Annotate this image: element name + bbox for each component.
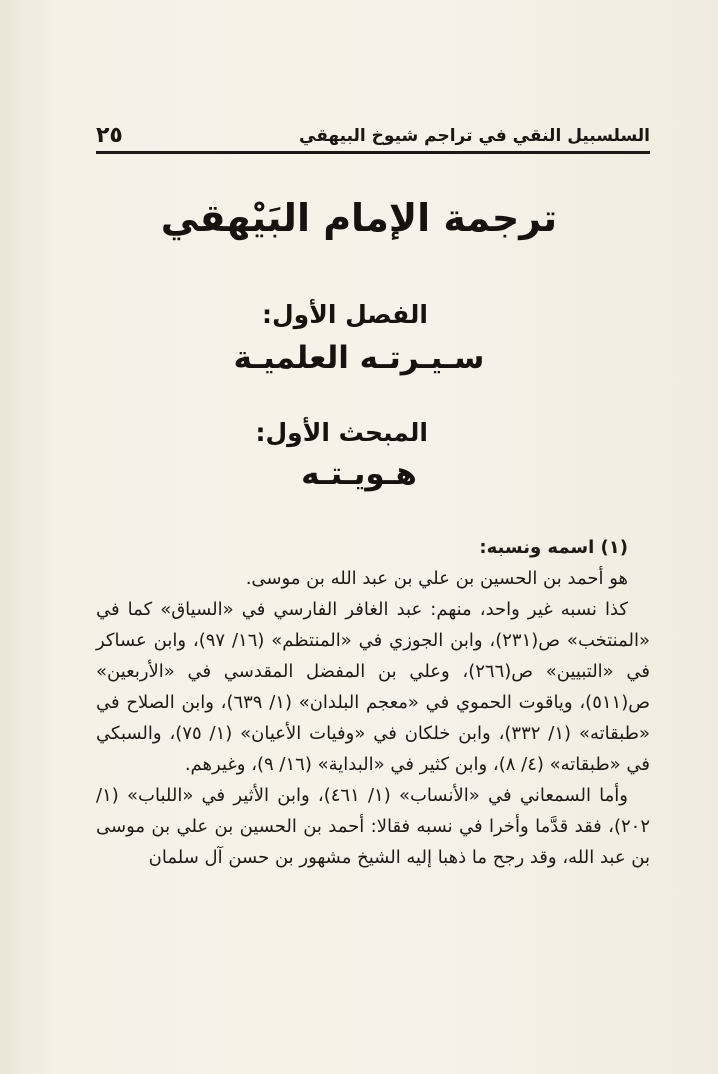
header-rule — [96, 151, 650, 154]
main-title: ترجمة الإمام البَيْهقي — [160, 196, 558, 240]
page-header — [96, 112, 650, 152]
page-number: ٢٥ — [96, 123, 123, 148]
paragraph-1: هو أحمد بن الحسين بن علي بن عبد الله بن موسى. — [245, 568, 628, 589]
paragraph-2: كذا نسبه غير واحد، منهم: عبد الغافر الفارسي في «السياق» كما في «المنتخب» ص(٢٣١)، وابن الجوزي في «المنتظم» (١٦/ ٩٧)، وابن عساكر في «التبيين» ص(٢٦٦)، وعلي بن المفضل المقدسي في «الأربعين» ص(٥١١)، وياقوت الحموي في «معجم البلدان» (١/ ٦٣٩)، وابن الصلاح في «طبقاته» (١/ ٣٣٢)، وابن خلكان في «وفيات الأعيان» (١/ ٧٥)، والسبكي في «طبقاته» (٤/ ٨)، وابن كثير في «البداية» (١٦/ ٩)، وغيرهم. — [96, 599, 651, 775]
running-title: السلسبيل النقي في تراجم شيوخ البيهقي — [299, 126, 650, 146]
chapter-label: الفصل الأول: — [261, 300, 428, 329]
paragraph-3: وأما السمعاني في «الأنساب» (١/ ٤٦١)، وابن الأثير في «اللباب» (١/ ٢٠٢)، فقد قدَّما وأخرا في نسبه فقالا: أحمد بن الحسين بن علي بن موسى بن عبد الله، وقد رجح ما ذهبا إليه الشيخ مشهور بن حسن آل سلمان — [96, 785, 650, 868]
subheading-name-lineage: (١) اسمه ونسبه: — [479, 537, 628, 558]
section-title: هـويـتـه — [301, 456, 417, 492]
chapter-title: سـيـرتـه العلميـة — [233, 340, 485, 376]
body-text — [96, 532, 650, 873]
section-label: المبحث الأول: — [255, 418, 428, 447]
